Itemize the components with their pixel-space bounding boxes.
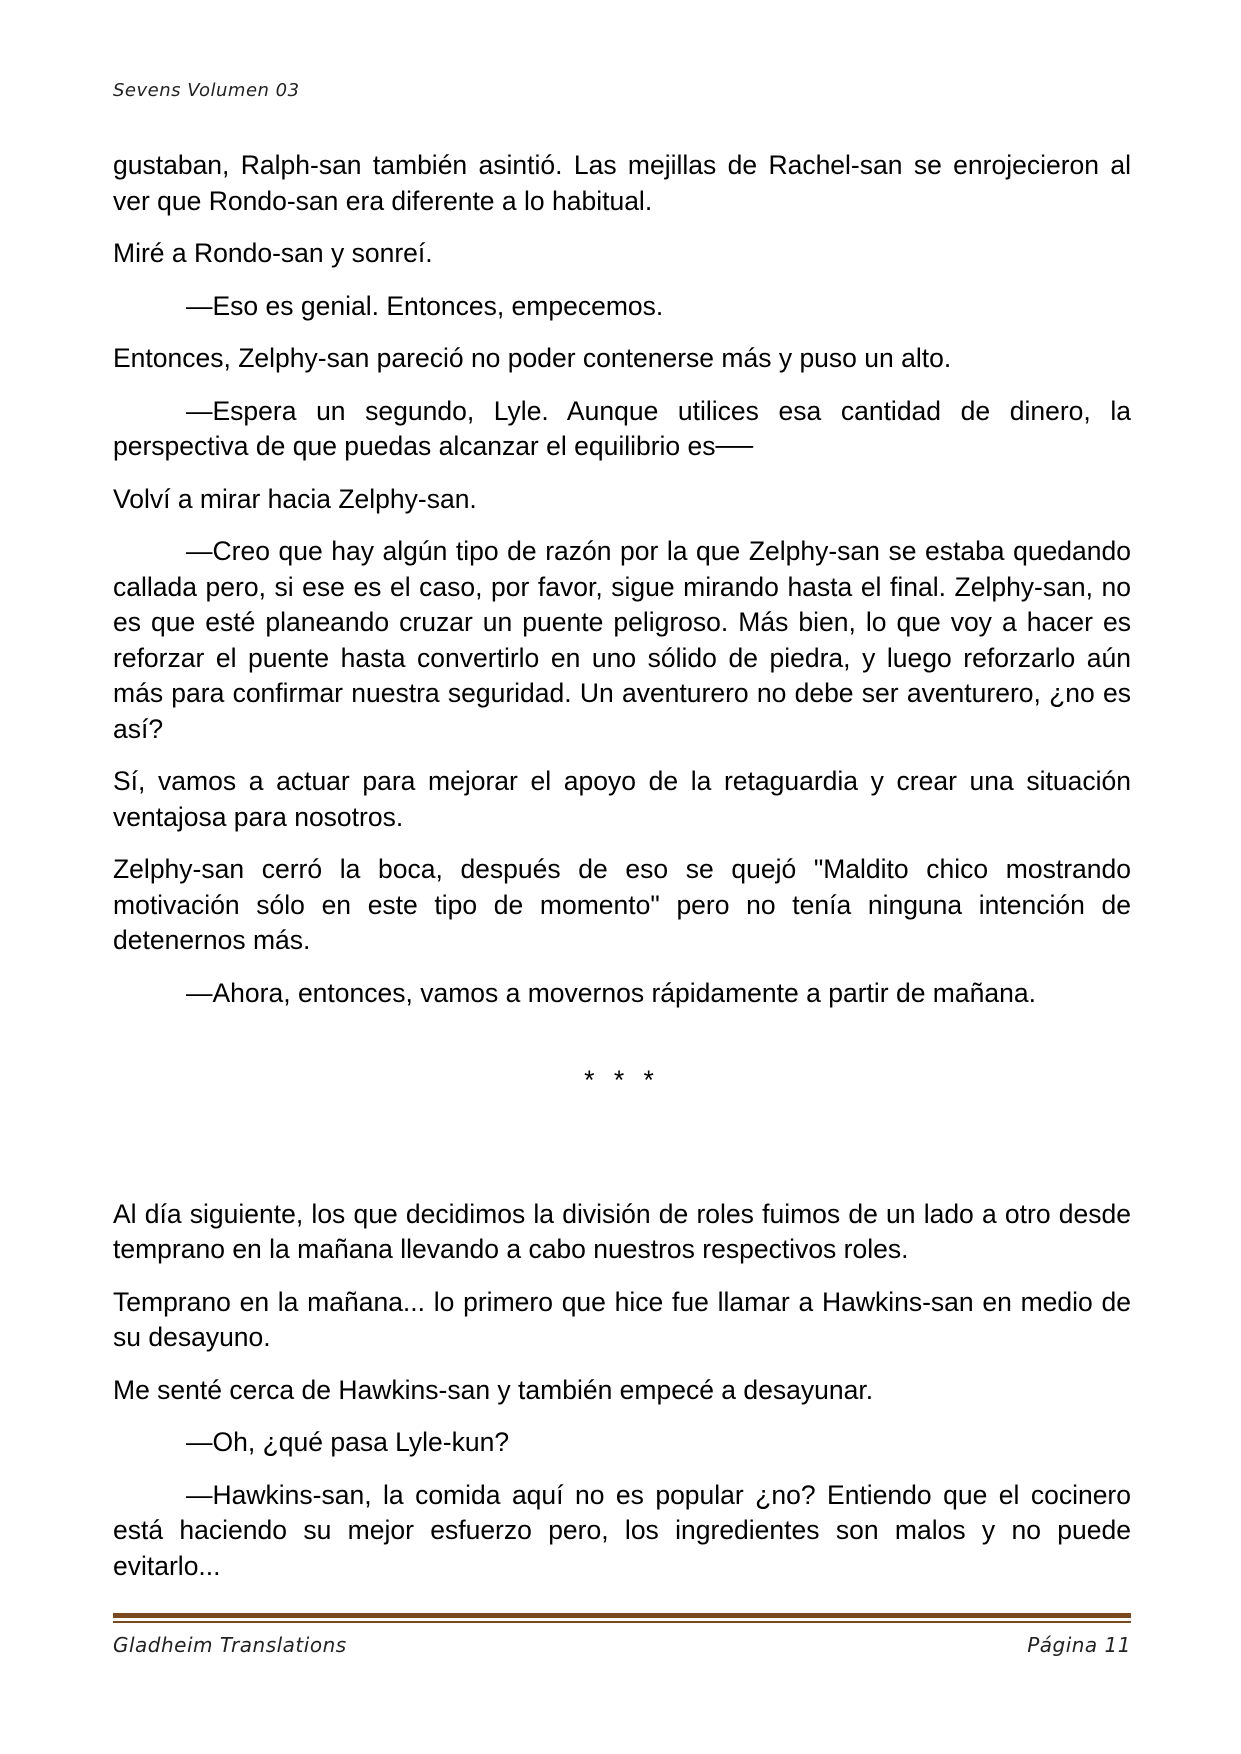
dialogue-paragraph: —Espera un segundo, Lyle. Aunque utilices esa cantidad de dinero, la perspectiva de que puedas alcanzar el equilibrio es── — [113, 395, 1131, 461]
dialogue-paragraph: —Eso es genial. Entonces, empecemos. — [186, 290, 664, 321]
paragraph: gustaban, Ralph-san también asintió. Las mejillas de Rachel-san se enrojecieron al ver que Rondo-san era diferente a lo habitual. — [113, 150, 1131, 216]
paragraph: Zelphy-san cerró la boca, después de eso se quejó "Maldito chico mostrando motivación sólo en este tipo de momento" pero no tenía ninguna intención de detenernos más. — [113, 854, 1131, 955]
dialogue-paragraph: —Oh, ¿qué pasa Lyle-kun? — [186, 1427, 510, 1457]
paragraph: Al día siguiente, los que decidimos la división de roles fuimos de un lado a otro desde temprano en la mañana llevando a cabo nuestros respectivos roles. — [113, 1198, 1131, 1264]
footer-publisher: Gladheim Translations — [113, 1633, 347, 1657]
paragraph: Me senté cerca de Hawkins-san y también empecé a desayunar. — [113, 1374, 874, 1405]
paragraph: Temprano en la mañana... lo primero que hice fue llamar a Hawkins-san en medio de su desayuno. — [113, 1286, 1131, 1352]
page-body — [113, 148, 1131, 1601]
paragraph: Entonces, Zelphy-san pareció no poder contenerse más y puso un alto. — [113, 343, 952, 373]
page-number: Página 11 — [1027, 1633, 1131, 1657]
dialogue-paragraph: —Creo que hay algún tipo de razón por la que Zelphy-san se estaba quedando callada pero, si ese es el caso, por favor, sigue mirando hasta el final. Zelphy-san, no es que esté planeando cruzar un puente peligroso. Más bien, lo que voy a hacer es reforzar el puente hasta convertirlo en uno sólido de piedra, y luego reforzarlo aún más para confirmar nuestra seguridad. Un aventurero no debe ser aventurero, ¿no es así? — [113, 536, 1131, 744]
paragraph: Volví a mirar hacia Zelphy-san. — [113, 483, 477, 514]
dialogue-paragraph: —Hawkins-san, la comida aquí no es popular ¿no? Entiendo que el cocinero está haciendo su mejor esfuerzo pero, los ingredientes son malos y no puede evitarlo... — [113, 1479, 1131, 1581]
paragraph: Miré a Rondo-san y sonreí. — [113, 238, 433, 268]
footer-rule-thick — [113, 1613, 1131, 1618]
running-header: Sevens Volumen 03 — [113, 80, 300, 101]
paragraph: Sí, vamos a actuar para mejorar el apoyo de la retaguardia y crear una situación ventajosa para nosotros. — [113, 766, 1131, 832]
scene-separator: * * * — [584, 1065, 660, 1095]
footer-rule-thin — [113, 1621, 1131, 1623]
dialogue-paragraph: —Ahora, entonces, vamos a movernos rápidamente a partir de mañana. — [186, 977, 1036, 1008]
